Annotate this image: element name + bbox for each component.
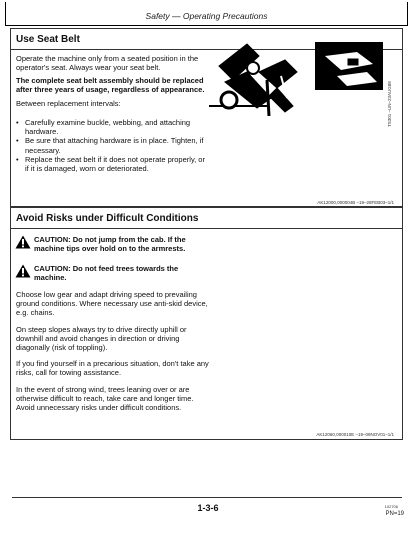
difficult-conditions-title: Avoid Risks under Difficult Conditions [16,213,199,224]
reference-code: AK12000,000004B –19–28FEB03–1/1 [317,200,394,205]
warning-triangle-icon [15,264,31,278]
list-item: • Replace the seat belt if it does not operate properly, or if it is damaged, worn or deteriorated. [16,155,221,173]
paragraph-strong-wind: In the event of strong wind, trees leaning over or are otherwise difficult to reach, take care and longer time. Avoid unnecessary risks under difficult conditions. [16,385,194,413]
caution-feed-trees: CAUTION: Do not feed trees towards the machine. [34,264,179,283]
pn-label: PN=19 [385,511,404,517]
paragraph-precarious: If you find yourself in a precarious situation, don't take any risks, call for towing assistance. [16,359,209,378]
seat-belt-title: Use Seat Belt [16,34,80,45]
paragraph-low-gear: Choose low gear and adapt driving speed to prevailing ground conditions. Where necessary use anti-skid device, e.g. chains. [16,290,208,318]
caution-cab-jump: CAUTION: Do not jump from the cab. If the machine tips over hold on to the armrests. [34,235,186,254]
replacement-intervals-label: Between replacement intervals: [16,99,121,108]
reference-code: AK12060,000010E –19–09NOV01–1/1 [316,432,394,437]
page-header-title: Safety — Operating Precautions [145,11,268,21]
warning-triangle-icon [15,235,31,249]
seat-belt-checklist [16,118,221,173]
paragraph-steep-slopes: On steep slopes always try to drive directly uphill or downhill and avoid changes in direction or driving diagonally (risk of toppling). [16,325,187,353]
seat-belt-illustration [207,36,385,116]
image-code: TS301 –UN–23AUG88 [387,81,392,127]
page-number: 1-3-6 [197,503,219,513]
list-item: • Carefully examine buckle, webbing, and attaching hardware. [16,118,221,136]
seat-belt-intro: Operate the machine only from a seated position in the operator's seat. Always wear your seat belt. [16,54,199,73]
difficult-conditions-section [10,207,403,440]
section-divider [11,228,402,229]
seat-belt-section [10,28,403,207]
footer-divider [12,497,402,498]
list-item: • Be sure that attaching hardware is in place. Tighten, if necessary. [16,136,221,154]
seat-belt-replacement-note: The complete seat belt assembly should be replaced after three years of usage, regardless of appearance. [16,76,205,95]
page-header [5,2,408,26]
footer-code: 102706 [384,504,398,509]
